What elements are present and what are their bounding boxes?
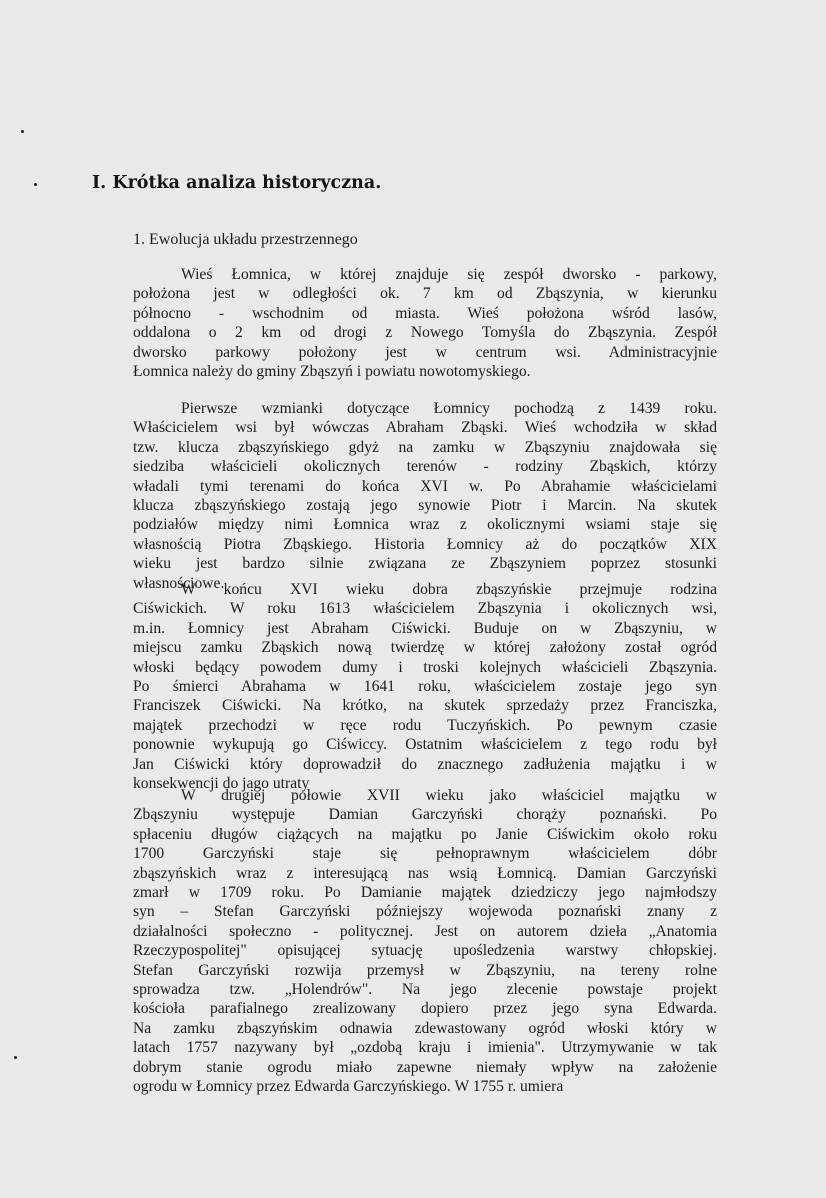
text-line: Stefan Garczyński rozwija przemysł w Zbąszyniu, na tereny rolne <box>133 961 717 979</box>
margin-mark <box>34 183 37 186</box>
text-line: wieku jest bardzo silnie związana ze Zbąszyniem poprzez stosunki <box>133 555 717 573</box>
paragraph <box>133 399 717 593</box>
text-line: dworsko parkowy położony jest w centrum wsi. Administracyjnie <box>133 343 717 361</box>
text-line: sprowadza tzw. „Holendrów". Na jego zlecenie powstaje projekt <box>133 981 717 999</box>
text-line: Wieś Łomnica, w której znajduje się zespół dworsko - parkowy, <box>181 266 717 283</box>
text-line: W drugiej połowie XVII wieku jako właściciel majątku w <box>181 787 717 804</box>
text-line: ogrodu w Łomnicy przez Edwarda Garczyńskiego. W 1755 r. umiera <box>133 1078 564 1096</box>
text-line: 1700 Garczyński staje się pełnoprawnym właścicielem dóbr <box>133 845 717 863</box>
text-line: Rzeczypospolitej" opisującej sytuację upośledzenia warstwy chłopskiej. <box>133 942 717 960</box>
paragraph <box>133 580 717 793</box>
margin-mark <box>14 1056 17 1059</box>
text-line: majątek przechodzi w ręce rodu Tuczyńskich. Po pewnym czasie <box>133 716 717 734</box>
text-line: Łomnica należy do gminy Zbąszyń i powiatu nowotomyskiego. <box>133 363 531 381</box>
text-line: władali tymi terenami do końca XVI w. Po Abrahamie właścicielami <box>133 477 717 495</box>
text-line: północno - wschodnim od miasta. Wieś położona wśród lasów, <box>133 304 717 322</box>
paragraph <box>133 265 717 381</box>
subsection-heading: 1. Ewolucja układu przestrzennego <box>133 231 358 248</box>
text-line: ponownie wykupują go Ciświccy. Ostatnim właścicielem z tego rodu był <box>133 736 717 754</box>
text-line: dobrym stanie ogrodu miało zapewne niemały wpływ na założenie <box>133 1058 717 1076</box>
text-line: Właścicielem wsi był wówczas Abraham Zbąski. Wieś wchodziła w skład <box>133 419 717 437</box>
text-line: Na zamku zbąszyńskim odnawia zdewastowany ogród włoski który w <box>133 1019 717 1037</box>
margin-mark <box>21 130 24 133</box>
paragraph <box>133 786 717 1097</box>
text-line: działalności społeczno - politycznej. Jest on autorem dzieła „Anatomia <box>133 922 717 940</box>
text-line: włoski będący powodem dumy i troski kolejnych właścicieli Zbąszynia. <box>133 658 717 676</box>
text-line: Jan Ciświcki który doprowadził do znacznego zadłużenia majątku i w <box>133 755 717 773</box>
text-line: Zbąszyniu występuje Damian Garczyński chorąży poznański. Po <box>133 806 717 824</box>
text-line: spłaceniu długów ciążących na majątku po Janie Ciświckim około roku <box>133 825 717 843</box>
text-line: Ciświckich. W roku 1613 właścicielem Zbąszynia i okolicznych wsi, <box>133 600 717 618</box>
text-line: własnościowe. <box>133 574 225 592</box>
text-line: oddalona o 2 km od drogi z Nowego Tomyśla do Zbąszynia. Zespół <box>133 324 717 342</box>
text-line: Franciszek Ciświcki. Na krótko, na skutek sprzedaży przez Franciszka, <box>133 697 717 715</box>
text-line: tzw. klucza zbąszyńskiego gdyż na zamku w Zbąszyniu znajdowała się <box>133 438 717 456</box>
text-line: m.in. Łomnicy jest Abraham Ciświcki. Buduje on w Zbąszyniu, w <box>133 619 717 637</box>
text-line: siedziba właścicieli okolicznych terenów - rodziny Zbąskich, którzy <box>133 458 717 476</box>
text-line: położona jest w odległości ok. 7 km od Zbąszynia, w kierunku <box>133 285 717 303</box>
text-line: Po śmierci Abrahama w 1641 roku, właścicielem zostaje jego syn <box>133 678 717 696</box>
text-line: zmarł w 1709 roku. Po Damianie majątek dziedziczy jego najmłodszy <box>133 884 717 902</box>
text-line: W końcu XVI wieku dobra zbąszyńskie przejmuje rodzina <box>181 581 717 598</box>
text-line: kościoła parafialnego zrealizowany dopiero przez jego syna Edwarda. <box>133 1000 717 1018</box>
text-line: miejscu zamku Zbąskich nową twierdzę w której założony został ogród <box>133 639 717 657</box>
text-line: podziałów między nimi Łomnica wraz z okolicznymi wsiami staje się <box>133 516 717 534</box>
text-line: Pierwsze wzmianki dotyczące Łomnicy pochodzą z 1439 roku. <box>181 400 717 417</box>
text-line: konsekwencji do jago utraty <box>133 775 310 793</box>
text-line: klucza zbąszyńskiego zostają jego synowie Piotr i Marcin. Na skutek <box>133 497 717 515</box>
text-line: własnością Piotra Zbąskiego. Historia Łomnicy aż do początków XIX <box>133 535 717 553</box>
section-heading: I. Krótka analiza historyczna. <box>92 173 382 193</box>
text-line: syn – Stefan Garczyński późniejszy wojewoda poznański znany z <box>133 903 717 921</box>
text-line: latach 1757 nazywany był „ozdobą kraju i imienia". Utrzymywanie w tak <box>133 1039 717 1057</box>
text-line: zbąszyńskich wraz z interesującą nas wsią Łomnicą. Damian Garczyński <box>133 864 717 882</box>
